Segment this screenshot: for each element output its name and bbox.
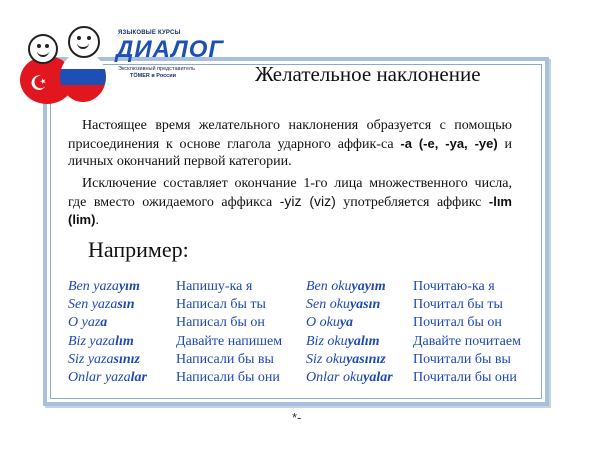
example-row: [68, 369, 533, 387]
stem: Ben yaza: [68, 279, 119, 295]
russian-translation-read: Почитал бы ты: [413, 297, 503, 313]
expected-affix: -yiz (viz): [279, 192, 336, 209]
dialog-logo: [14, 12, 225, 102]
suffix-bold: yalım: [347, 333, 380, 349]
russian-translation-write: Написал бы он: [176, 315, 265, 331]
suffix-bold: a: [100, 315, 108, 331]
turkish-form-read: [306, 369, 413, 387]
russian-translation-write: Написали бы они: [176, 370, 280, 386]
russian-translation-write: Напишу-ка я: [176, 279, 253, 295]
russia-flag-circle: [60, 52, 106, 102]
suffix-bold: yalar: [363, 370, 393, 386]
paragraph-mid: употребляется аффикс: [335, 194, 489, 210]
paragraph-exception: [68, 175, 512, 230]
logo-name: ДИАЛОГ: [116, 36, 225, 63]
examples-table: [68, 278, 533, 387]
turkish-form-read: [306, 351, 413, 369]
stem: Onlar yaza: [68, 370, 131, 386]
suffix-bold: yım: [118, 279, 140, 295]
turkish-form-write: [68, 351, 176, 369]
stem: Sen yaza: [68, 297, 118, 313]
example-row: [68, 314, 533, 332]
example-heading: Например:: [88, 237, 189, 262]
paragraph-tail: .: [95, 213, 99, 228]
logo-top-text: ЯЗЫКОВЫЕ КУРСЫ: [118, 30, 181, 36]
turkish-form-write: [68, 369, 176, 387]
suffix-bold: sınız: [113, 351, 140, 367]
turkish-form-read: [306, 314, 413, 332]
example-row: [68, 278, 533, 296]
suffix-bold: yasınız: [346, 351, 386, 367]
paragraph-tail: и личных окончаний первой категории.: [68, 136, 512, 169]
example-row: [68, 333, 533, 351]
russian-translation-read: Почитали бы вы: [413, 351, 511, 367]
stem: Onlar oku: [306, 370, 364, 386]
russian-translation-read: Почитали бы они: [413, 370, 517, 386]
stem: O oku: [306, 315, 340, 331]
suffix-bold: lım: [115, 333, 134, 349]
smiley-face-icon: [28, 34, 58, 64]
suffix-bold: ya: [339, 315, 354, 331]
russian-translation-read: Почитаю-ка я: [413, 279, 495, 295]
russian-translation-write: Давайте напишем: [176, 333, 283, 349]
stem: Siz oku: [306, 351, 347, 367]
turkish-form-write: [68, 296, 176, 314]
paragraph-rule: [68, 117, 512, 171]
stem: Biz yaza: [68, 333, 116, 349]
suffix-bold: yayım: [351, 279, 386, 295]
turkish-form-write: [68, 278, 176, 296]
suffix-bold: lar: [130, 370, 147, 386]
stem: Siz yaza: [68, 351, 114, 367]
turkish-form-write: [68, 314, 176, 332]
paragraph-text: Исключение составляет окончание 1-го лица множественного числа, где вместо ожидаемого аффикса: [68, 176, 512, 210]
affix-bold: -a (-e, -ya, -ye): [400, 135, 498, 151]
example-row: [68, 296, 533, 314]
stem: Biz oku: [306, 333, 348, 349]
russian-translation-write: Написали бы вы: [176, 351, 274, 367]
turkish-form-read: [306, 296, 413, 314]
stem: Sen oku: [306, 297, 350, 313]
paragraph-text: Настоящее время желательного наклонения образуется с помощью присоединения к основе глагола ударного аффик-са: [68, 118, 512, 152]
crescent-star-icon: ☪: [26, 68, 52, 98]
logo-sub-text-2: TÖMER в России: [130, 73, 176, 79]
page-title: Желательное наклонение: [255, 62, 481, 86]
smiley-face-icon: [68, 26, 100, 58]
logo-sub-text: Эксклюзивный представитель: [118, 66, 195, 72]
russian-translation-write: Написал бы ты: [176, 297, 266, 313]
exception-affix-bold: -lım (lim): [68, 193, 512, 227]
turkish-form-write: [68, 333, 176, 351]
suffix-bold: yasın: [349, 297, 381, 313]
turkish-form-read: [306, 333, 413, 351]
russian-translation-read: Давайте почитаем: [413, 333, 521, 349]
suffix-bold: sın: [117, 297, 135, 313]
russian-translation-read: Почитал бы он: [413, 315, 502, 331]
example-row: [68, 351, 533, 369]
stem: O yaz: [68, 315, 101, 331]
stem: Ben oku: [306, 279, 352, 295]
footer-mark: *-: [292, 410, 302, 425]
turkish-form-read: [306, 278, 413, 296]
